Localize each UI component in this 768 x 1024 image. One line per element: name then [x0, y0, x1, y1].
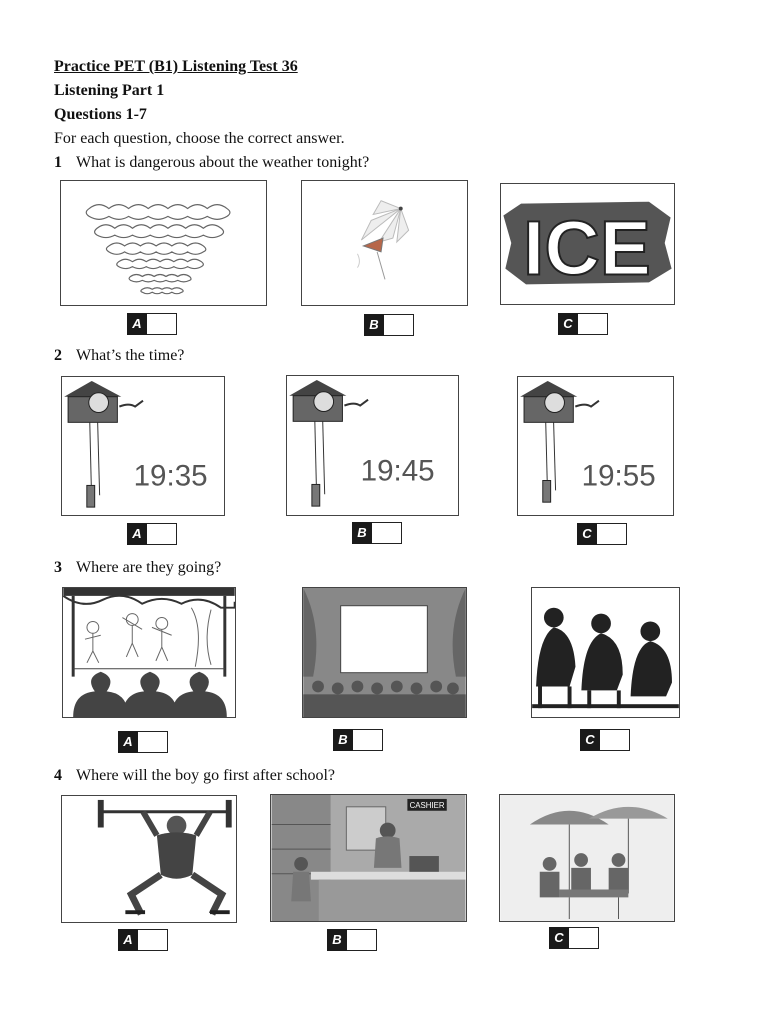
- weightlifter-icon: [62, 796, 236, 922]
- test-title: Practice PET (B1) Listening Test 36: [54, 58, 298, 75]
- answer-checkbox[interactable]: [372, 522, 402, 544]
- time-text: 19:35: [133, 459, 208, 493]
- clock-picture-c[interactable]: [517, 376, 674, 516]
- cafe-picture[interactable]: [499, 794, 675, 922]
- shop-picture[interactable]: [270, 794, 467, 922]
- question-3: [54, 558, 221, 578]
- windy-umbrella-picture[interactable]: [301, 180, 468, 306]
- q4-option-b[interactable]: [327, 929, 377, 951]
- theatre-stage-icon: [63, 588, 235, 717]
- umbrella-icon: [302, 181, 467, 305]
- ice-icon: [501, 184, 674, 304]
- answer-checkbox[interactable]: [597, 523, 627, 545]
- instruction-text: For each question, choose the correct answer.: [54, 130, 345, 147]
- time-text: 19:45: [360, 454, 435, 488]
- question-number: 3: [54, 559, 62, 576]
- ice-picture[interactable]: [500, 183, 675, 305]
- option-label: B: [352, 522, 372, 544]
- time-text: 19:55: [581, 459, 656, 493]
- answer-checkbox[interactable]: [138, 731, 168, 753]
- q2-option-c[interactable]: [577, 523, 627, 545]
- gym-picture[interactable]: [61, 795, 237, 923]
- question-number: 1: [54, 154, 62, 171]
- option-label: C: [580, 729, 600, 751]
- q1-option-a[interactable]: [127, 313, 177, 335]
- option-label: C: [549, 927, 569, 949]
- cuckoo-clock-icon: [518, 377, 673, 515]
- option-label: A: [127, 523, 147, 545]
- q4-option-a[interactable]: [118, 929, 168, 951]
- cashier-sign-text: CASHIER: [409, 800, 445, 810]
- q1-option-c[interactable]: [558, 313, 608, 335]
- question-2: [54, 346, 184, 366]
- clock-picture-a[interactable]: [61, 376, 225, 516]
- part-heading: Listening Part 1: [54, 82, 165, 99]
- q3-option-c[interactable]: [580, 729, 630, 751]
- answer-checkbox[interactable]: [353, 729, 383, 751]
- answer-checkbox[interactable]: [384, 314, 414, 336]
- q2-option-a[interactable]: [127, 523, 177, 545]
- question-text: What is dangerous about the weather tonight?: [76, 154, 370, 171]
- ice-text: ICE: [523, 206, 651, 292]
- cuckoo-clock-icon: [62, 377, 224, 515]
- clock-picture-b[interactable]: [286, 375, 459, 516]
- answer-checkbox[interactable]: [138, 929, 168, 951]
- answer-checkbox[interactable]: [578, 313, 608, 335]
- orchestra-picture[interactable]: [531, 587, 680, 718]
- question-text: Where will the boy go first after school?: [76, 767, 336, 784]
- q2-option-b[interactable]: [352, 522, 402, 544]
- question-number: 2: [54, 347, 62, 364]
- answer-checkbox[interactable]: [147, 313, 177, 335]
- questions-range: Questions 1-7: [54, 106, 147, 123]
- q3-option-b[interactable]: [333, 729, 383, 751]
- option-label: A: [127, 313, 147, 335]
- option-label: A: [118, 929, 138, 951]
- option-label: C: [558, 313, 578, 335]
- cafe-umbrella-icon: [500, 795, 674, 921]
- question-1: [54, 153, 369, 173]
- cuckoo-clock-icon: [287, 376, 458, 515]
- theatre-picture[interactable]: [62, 587, 236, 718]
- question-text: Where are they going?: [76, 559, 222, 576]
- cinema-screen-icon: [303, 588, 466, 717]
- violinists-icon: [532, 588, 679, 717]
- fog-icon: [61, 181, 266, 305]
- q3-option-a[interactable]: [118, 731, 168, 753]
- q4-option-c[interactable]: [549, 927, 599, 949]
- cinema-picture[interactable]: [302, 587, 467, 718]
- fog-picture[interactable]: [60, 180, 267, 306]
- option-label: B: [327, 929, 347, 951]
- question-text: What’s the time?: [76, 347, 185, 364]
- answer-checkbox[interactable]: [347, 929, 377, 951]
- answer-checkbox[interactable]: [147, 523, 177, 545]
- option-label: B: [364, 314, 384, 336]
- option-label: A: [118, 731, 138, 753]
- q1-option-b[interactable]: [364, 314, 414, 336]
- question-4: [54, 766, 335, 786]
- shop-counter-icon: [271, 795, 466, 921]
- answer-checkbox[interactable]: [569, 927, 599, 949]
- answer-checkbox[interactable]: [600, 729, 630, 751]
- option-label: B: [333, 729, 353, 751]
- question-number: 4: [54, 767, 62, 784]
- option-label: C: [577, 523, 597, 545]
